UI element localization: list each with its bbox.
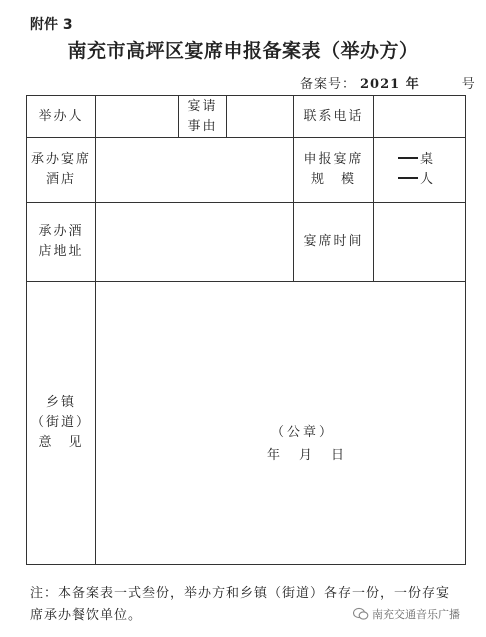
seal-date: 年 月 日 (266, 448, 347, 463)
watermark-text: 南充交通音乐广播 (372, 608, 460, 621)
banquet-scale-label: 申报宴席 规 模 (303, 152, 364, 187)
watermark (353, 606, 460, 622)
hotel-input[interactable] (96, 138, 293, 202)
record-number-label: 备案号： (300, 77, 357, 92)
host-input[interactable] (96, 96, 178, 137)
phone-label: 联系电话 (303, 108, 364, 124)
official-seal-label: （公章） (270, 425, 335, 440)
hotel-address-label: 承办酒 店地址 (38, 224, 84, 259)
phone-input[interactable] (374, 96, 465, 137)
banquet-time-label: 宴席时间 (303, 234, 364, 249)
tables-blank[interactable] (398, 157, 418, 159)
record-number-suffix: 号 (461, 77, 476, 92)
attachment-label: 附件 3 (30, 17, 73, 33)
footnote: 注：本备案表一式叁份，举办方和乡镇（街道）各存一份，一份存宴席承办餐饮单位。 (30, 586, 451, 623)
hotel-label: 承办宴席 酒店 (30, 152, 91, 187)
tables-unit: 桌 (420, 152, 435, 167)
record-number-year: 2021 年 (360, 77, 420, 92)
people-unit: 人 (420, 172, 435, 187)
banquet-reason-label: 宴请 事由 (187, 98, 218, 134)
township-opinion-label: 乡镇 （街道） 意 见 (30, 395, 91, 450)
wechat-logo-icon (353, 607, 369, 621)
banquet-reason-input[interactable] (227, 96, 293, 137)
host-label: 举办人 (38, 108, 84, 124)
banquet-scale-input[interactable] (398, 150, 434, 190)
hotel-address-input[interactable] (96, 203, 293, 281)
page-title: 南充市高坪区宴席申报备案表（举办方） (67, 40, 419, 62)
banquet-time-input[interactable] (374, 203, 465, 281)
people-blank[interactable] (398, 177, 418, 179)
